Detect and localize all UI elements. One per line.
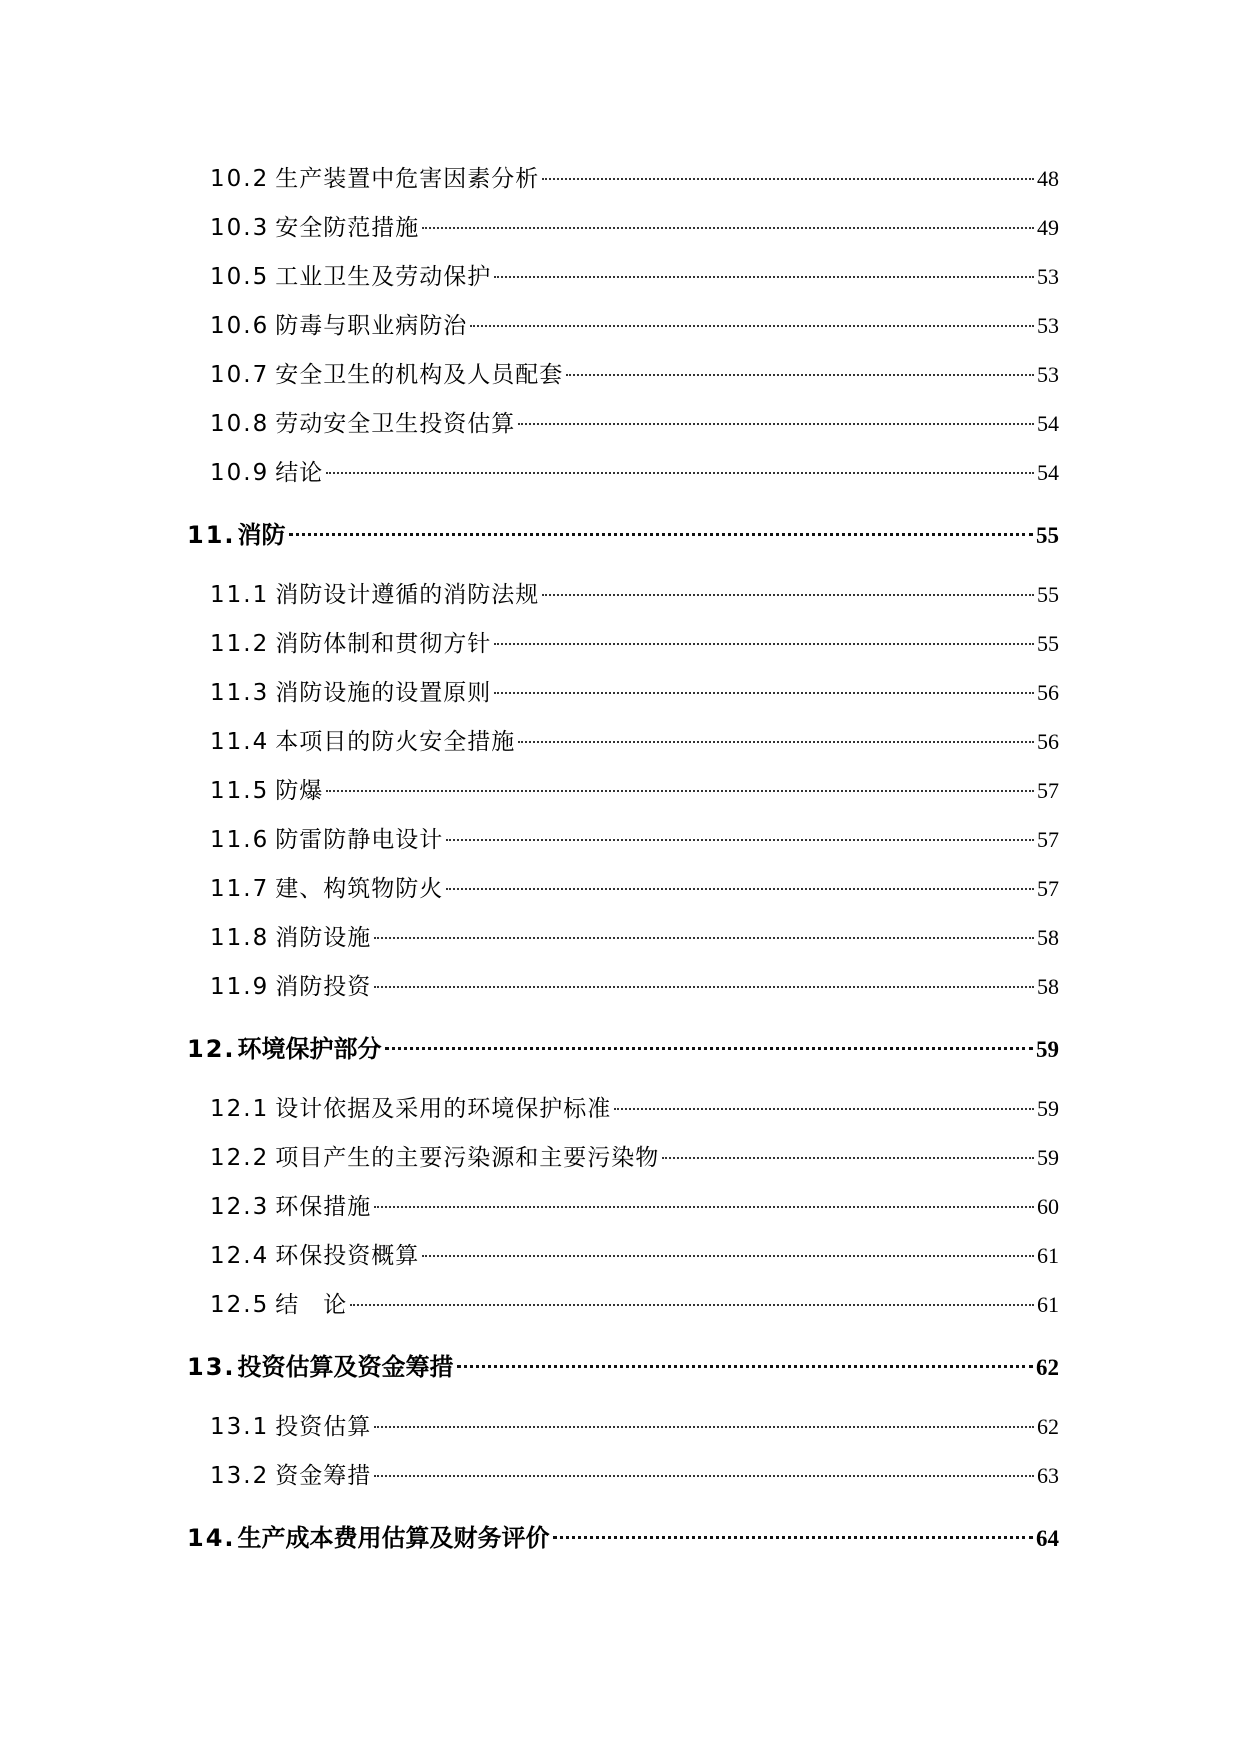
toc-page-number: 53 xyxy=(1037,362,1059,387)
toc-title: 消防设施的设置原则 xyxy=(275,680,492,706)
toc-number: 10.6 xyxy=(210,313,270,339)
toc-page-number: 63 xyxy=(1037,1463,1059,1488)
toc-page-number: 54 xyxy=(1037,460,1059,485)
toc-page-number: 57 xyxy=(1037,778,1059,803)
toc-number: 11.5 xyxy=(210,778,270,804)
dot-leader xyxy=(542,594,1034,596)
toc-title: 防雷防静电设计 xyxy=(275,827,444,853)
toc-number: 14. xyxy=(187,1524,236,1552)
toc-entry-12-4[interactable] xyxy=(210,1237,1059,1270)
toc-title: 生产装置中危害因素分析 xyxy=(275,166,540,192)
dot-leader xyxy=(350,1304,1034,1306)
toc-number: 11.6 xyxy=(210,827,270,853)
toc-entry-12-1[interactable] xyxy=(210,1090,1059,1123)
toc-title: 投资估算及资金筹措 xyxy=(237,1353,454,1381)
dot-leader xyxy=(374,986,1034,988)
toc-entry-11-7[interactable] xyxy=(210,870,1059,903)
toc-number: 13. xyxy=(187,1353,236,1381)
toc-page-number: 55 xyxy=(1037,631,1059,656)
toc-number: 12.2 xyxy=(210,1145,270,1171)
toc-page-number: 64 xyxy=(1036,1526,1059,1551)
toc-number: 10.7 xyxy=(210,362,270,388)
toc-entry-13-2[interactable] xyxy=(210,1457,1059,1490)
toc-number: 11. xyxy=(187,521,236,549)
toc-page-number: 57 xyxy=(1037,827,1059,852)
toc-title: 工业卫生及劳动保护 xyxy=(275,264,492,290)
toc-page-number: 53 xyxy=(1037,313,1059,338)
toc-number: 11.8 xyxy=(210,925,270,951)
toc-page-number: 49 xyxy=(1037,215,1059,240)
dot-leader xyxy=(374,937,1034,939)
toc-entry-11-8[interactable] xyxy=(210,919,1059,952)
toc-number: 11.1 xyxy=(210,582,270,608)
dot-leader xyxy=(446,888,1034,890)
toc-page-number: 57 xyxy=(1037,876,1059,901)
toc-chapter-12[interactable] xyxy=(187,1029,1059,1064)
toc-number: 10.9 xyxy=(210,460,270,486)
toc-title: 本项目的防火安全措施 xyxy=(275,729,516,755)
toc-page-number: 61 xyxy=(1037,1292,1059,1317)
toc-title: 结 论 xyxy=(275,1292,348,1318)
dot-leader xyxy=(553,1536,1033,1539)
toc-page-number: 59 xyxy=(1037,1145,1059,1170)
toc-title: 设计依据及采用的环境保护标准 xyxy=(275,1096,612,1122)
toc-number: 12. xyxy=(187,1035,236,1063)
toc-number: 12.4 xyxy=(210,1243,270,1269)
dot-leader xyxy=(446,839,1034,841)
toc-entry-10-5[interactable] xyxy=(210,258,1059,291)
toc-title: 投资估算 xyxy=(275,1414,372,1440)
dot-leader xyxy=(494,643,1034,645)
toc-title: 防爆 xyxy=(275,778,324,804)
toc-number: 11.3 xyxy=(210,680,270,706)
toc-title: 安全防范措施 xyxy=(275,215,420,241)
toc-number: 11.4 xyxy=(210,729,270,755)
toc-entry-10-3[interactable] xyxy=(210,209,1059,242)
toc-entry-12-3[interactable] xyxy=(210,1188,1059,1221)
toc-entry-11-9[interactable] xyxy=(210,968,1059,1001)
toc-title: 生产成本费用估算及财务评价 xyxy=(237,1524,550,1552)
toc-page-number: 60 xyxy=(1037,1194,1059,1219)
dot-leader xyxy=(518,741,1034,743)
toc-page-number: 53 xyxy=(1037,264,1059,289)
toc-page-number: 48 xyxy=(1037,166,1059,191)
toc-title: 结论 xyxy=(275,460,324,486)
toc-page-number: 54 xyxy=(1037,411,1059,436)
toc-title: 消防投资 xyxy=(275,974,372,1000)
dot-leader xyxy=(289,533,1033,536)
toc-page-number: 55 xyxy=(1037,582,1059,607)
dot-leader xyxy=(457,1365,1033,1368)
dot-leader xyxy=(374,1206,1034,1208)
dot-leader xyxy=(662,1157,1034,1159)
toc-page-number: 56 xyxy=(1037,680,1059,705)
toc-title: 防毒与职业病防治 xyxy=(275,313,468,339)
toc-entry-11-5[interactable] xyxy=(210,772,1059,805)
toc-entry-11-1[interactable] xyxy=(210,576,1059,609)
toc-entry-10-7[interactable] xyxy=(210,356,1059,389)
toc-title: 消防 xyxy=(237,521,286,549)
toc-title: 环保投资概算 xyxy=(275,1243,420,1269)
dot-leader xyxy=(385,1047,1033,1050)
toc-title: 消防体制和贯彻方针 xyxy=(275,631,492,657)
toc-title: 安全卫生的机构及人员配套 xyxy=(275,362,564,388)
toc-title: 环保措施 xyxy=(275,1194,372,1220)
dot-leader xyxy=(470,325,1034,327)
toc-page-number: 58 xyxy=(1037,974,1059,999)
toc-number: 11.2 xyxy=(210,631,270,657)
toc-number: 10.3 xyxy=(210,215,270,241)
toc-entry-11-2[interactable] xyxy=(210,625,1059,658)
toc-number: 12.3 xyxy=(210,1194,270,1220)
toc-page-number: 59 xyxy=(1037,1096,1059,1121)
toc-title: 消防设施 xyxy=(275,925,372,951)
toc-entry-11-6[interactable] xyxy=(210,821,1059,854)
toc-entry-10-6[interactable] xyxy=(210,307,1059,340)
toc-number: 10.2 xyxy=(210,166,270,192)
toc-number: 12.1 xyxy=(210,1096,270,1122)
toc-number: 13.1 xyxy=(210,1414,270,1440)
toc-chapter-13[interactable] xyxy=(187,1347,1059,1382)
toc-page-number: 55 xyxy=(1036,523,1059,548)
dot-leader xyxy=(494,692,1034,694)
dot-leader xyxy=(422,227,1034,229)
dot-leader xyxy=(566,374,1034,376)
toc-number: 11.7 xyxy=(210,876,270,902)
toc-title: 资金筹措 xyxy=(275,1463,372,1489)
toc-entry-11-4[interactable] xyxy=(210,723,1059,756)
dot-leader xyxy=(326,472,1034,474)
toc-title: 劳动安全卫生投资估算 xyxy=(275,411,516,437)
dot-leader xyxy=(518,423,1034,425)
toc-title: 消防设计遵循的消防法规 xyxy=(275,582,540,608)
toc-number: 10.8 xyxy=(210,411,270,437)
dot-leader xyxy=(422,1255,1034,1257)
toc-chapter-14[interactable] xyxy=(187,1518,1059,1553)
toc-number: 11.9 xyxy=(210,974,270,1000)
toc-entry-11-3[interactable] xyxy=(210,674,1059,707)
toc-page-number: 58 xyxy=(1037,925,1059,950)
dot-leader xyxy=(326,790,1034,792)
toc-number: 10.5 xyxy=(210,264,270,290)
toc-title: 环境保护部分 xyxy=(237,1035,382,1063)
toc-entry-10-9[interactable] xyxy=(210,454,1059,487)
toc-page-number: 56 xyxy=(1037,729,1059,754)
toc-page-number: 62 xyxy=(1036,1355,1059,1380)
toc-entry-10-8[interactable] xyxy=(210,405,1059,438)
toc-number: 13.2 xyxy=(210,1463,270,1489)
dot-leader xyxy=(614,1108,1034,1110)
toc-entry-12-2[interactable] xyxy=(210,1139,1059,1172)
dot-leader xyxy=(374,1426,1034,1428)
toc-entry-12-5[interactable] xyxy=(210,1286,1059,1319)
dot-leader xyxy=(494,276,1034,278)
toc-page-number: 59 xyxy=(1036,1037,1059,1062)
dot-leader xyxy=(542,178,1034,180)
dot-leader xyxy=(374,1475,1034,1477)
toc-entry-10-2[interactable] xyxy=(210,160,1059,193)
toc-title: 项目产生的主要污染源和主要污染物 xyxy=(275,1145,660,1171)
toc-page-number: 61 xyxy=(1037,1243,1059,1268)
toc-chapter-11[interactable] xyxy=(187,515,1059,550)
toc-entry-13-1[interactable] xyxy=(210,1408,1059,1441)
toc-number: 12.5 xyxy=(210,1292,270,1318)
toc-title: 建、构筑物防火 xyxy=(275,876,444,902)
toc-page-number: 62 xyxy=(1037,1414,1059,1439)
